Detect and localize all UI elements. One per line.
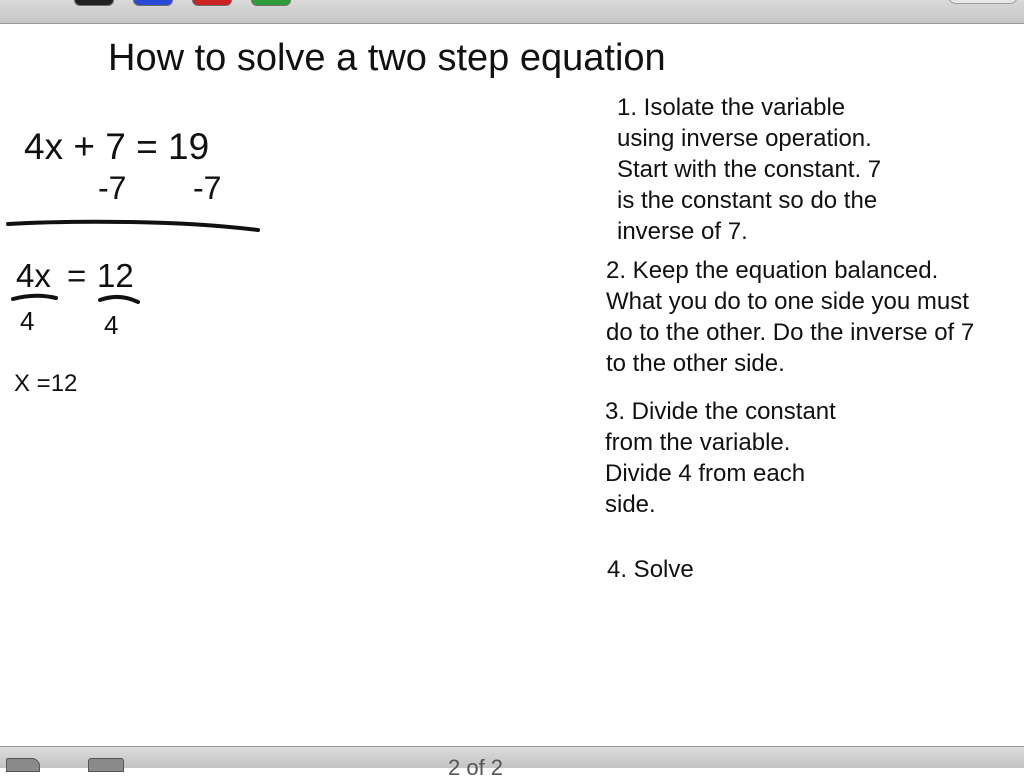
step-3 [605, 396, 836, 520]
page-indicator: 2 of 2 [448, 755, 504, 780]
equation-line-2-left: 4x [16, 257, 51, 294]
step-3-line: 3. Divide the constant [605, 398, 836, 425]
equation-line-1: 4x + 7 = 19 [24, 126, 210, 167]
step-3-line: from the variable. [605, 429, 791, 456]
denominator-right: 4 [104, 310, 119, 340]
new-page-icon[interactable] [6, 758, 40, 772]
step-1-line: using inverse operation. [617, 125, 872, 152]
step-1-line: is the constant so do the [617, 187, 878, 214]
step-2 [606, 255, 974, 379]
subtract-left: -7 [98, 170, 127, 206]
step-2-line: What you do to one side you must [606, 288, 969, 315]
step-4-line: 4. Solve [607, 556, 694, 583]
equals-bar-stroke [8, 222, 258, 230]
step-1-line: inverse of 7. [617, 218, 748, 245]
step-3-line: Divide 4 from each [605, 460, 806, 487]
step-2-line: 2. Keep the equation balanced. [606, 257, 939, 284]
step-3-line: side. [605, 491, 656, 518]
fraction-bar-right-stroke [100, 297, 138, 302]
equation-line-2-equals: = [67, 257, 87, 294]
pages-icon[interactable] [88, 758, 124, 772]
denominator-left: 4 [20, 306, 35, 336]
step-2-line: to the other side. [606, 350, 785, 377]
fraction-bar-left-stroke [13, 296, 56, 299]
answer: X =12 [14, 370, 78, 397]
step-1 [617, 92, 881, 247]
step-2-line: do to the other. Do the inverse of 7 [606, 319, 975, 346]
subtract-right: -7 [193, 170, 222, 206]
bottom-toolbar [0, 746, 1024, 780]
step-1-line: 1. Isolate the variable [617, 94, 846, 121]
board-title: How to solve a two step equation [108, 37, 666, 79]
step-4 [607, 554, 694, 585]
equation-line-2-right: 12 [97, 257, 134, 294]
step-1-line: Start with the constant. 7 [617, 156, 882, 183]
